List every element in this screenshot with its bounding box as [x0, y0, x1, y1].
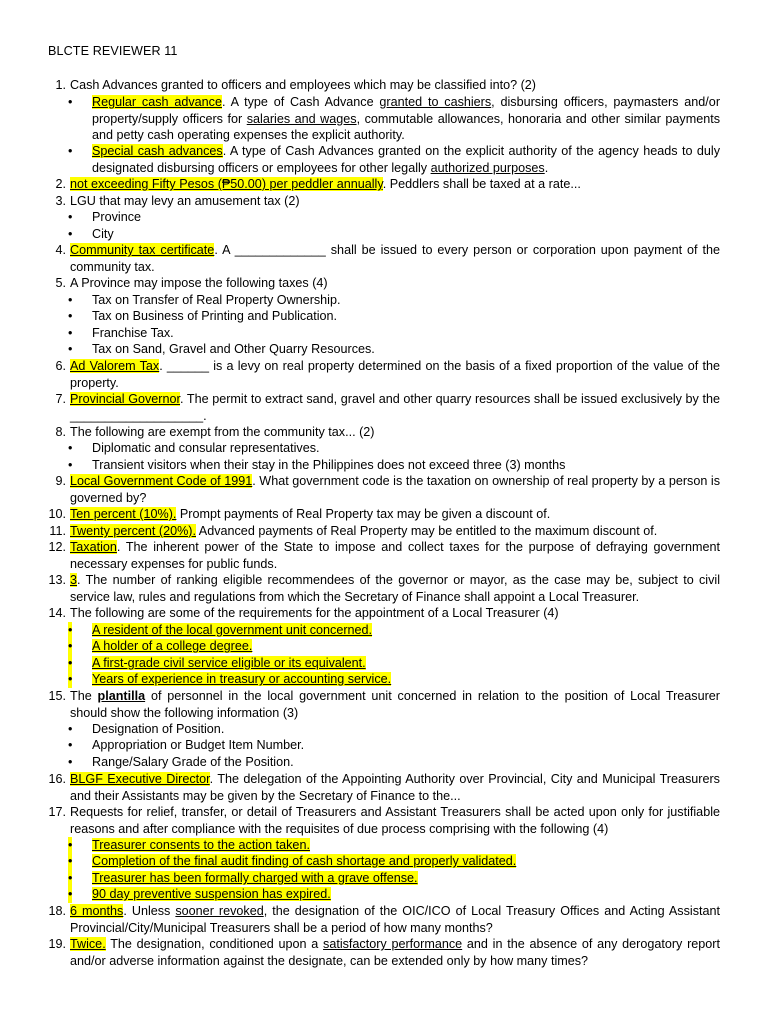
bullet-text: Range/Salary Grade of the Position. — [92, 755, 294, 769]
bullet-text: Tax on Sand, Gravel and Other Quarry Resources. — [92, 342, 375, 356]
text-run: , the designation of the OIC/ICO of Local Treasury Offices and Acting Assistant Provincial/City/Municipal Treasurers shall be a period of how many months? — [70, 904, 720, 935]
question-number: 8. — [55, 425, 66, 439]
bullet-text: Province — [92, 210, 141, 224]
answer-highlight: Treasurer has been formally charged with a grave offense. — [92, 871, 418, 885]
bullet-icon: • — [68, 458, 73, 472]
answer-highlight: Ten percent (10%). — [70, 507, 177, 521]
bullet-text — [92, 655, 720, 672]
answer-highlight: A first-grade civil service eligible or its equivalent. — [92, 656, 366, 670]
text-run: . A type of Cash Advances granted on the explicit authority of the agency heads to duly designated disbursing officers or employees for other legally — [92, 144, 720, 175]
question-text: Requests for relief, transfer, or detail of Treasurers and Assistant Treasurers shall be acted upon only for justifiable reasons and after compliance with the requisites of due process comprising with the following (4) — [70, 805, 720, 836]
answer-highlight: A holder of a college degree. — [92, 639, 253, 653]
answer-highlight: 6 months — [70, 904, 124, 918]
text-run: . The delegation of the Appointing Authority over Provincial, City and Municipal Treasurers and their Assistants may be given by the Secretary of Finance to the... — [70, 772, 720, 803]
bullet-icon: • — [68, 755, 73, 769]
bullet-icon: • — [68, 623, 73, 637]
answer-highlight: Provincial Governor — [70, 392, 181, 406]
text-run: . ______ is a levy on real property determined on the basis of a fixed proportion of the value of the property. — [70, 359, 720, 390]
underlined-text: sooner revoked — [175, 904, 264, 918]
text-run: . The number of ranking eligible recommendees of the governor or mayor, as the case may be, subject to civil service law, rules and regulations from which the Secretary of Finance shall appoint a Local Treasurer. — [70, 573, 720, 604]
question-text — [70, 771, 720, 804]
text-run: . The permit to extract sand, gravel and other quarry resources shall be issued exclusively by the ___________________. — [70, 392, 720, 423]
answer-highlight: not exceeding Fifty Pesos (₱50.00) per peddler annually — [70, 177, 383, 191]
bullet-text: Appropriation or Budget Item Number. — [92, 738, 305, 752]
bullet-text — [92, 870, 720, 887]
answer-highlight: Twenty percent (20%). — [70, 524, 196, 538]
answer-highlight: 3 — [70, 573, 78, 587]
question-number: 9. — [55, 474, 66, 488]
question-number: 6. — [55, 359, 66, 373]
bullet-icon: • — [68, 293, 73, 307]
answer-highlight: Community tax certificate — [70, 243, 215, 257]
question-text — [70, 391, 720, 424]
question-text: The following are some of the requirements for the appointment of a Local Treasurer (4) — [70, 606, 559, 620]
question-text — [70, 523, 720, 540]
bullet-text — [92, 94, 720, 144]
question-number: 11. — [49, 524, 66, 538]
bullet-text: Tax on Business of Printing and Publication. — [92, 309, 338, 323]
question-number: 3. — [55, 194, 66, 208]
bullet-text — [92, 886, 720, 903]
answer-highlight: Twice. — [70, 937, 106, 951]
underlined-text: authorized purposes — [430, 160, 545, 175]
bullet-icon: • — [68, 342, 73, 356]
bullet-text — [92, 671, 720, 688]
question-number: 2. — [55, 177, 66, 191]
text-run: . — [544, 160, 549, 175]
question-text: A Province may impose the following taxes (4) — [70, 276, 328, 290]
bullet-icon: • — [68, 227, 73, 241]
text-run: . Peddlers shall be taxed at a rate... — [382, 177, 581, 191]
question-number: 13. — [48, 573, 66, 587]
bullet-icon: • — [68, 672, 73, 686]
question-number: 14. — [48, 606, 66, 620]
text-run: , disbursing officers, paymasters and/or property/supply officers for — [92, 95, 721, 126]
bullet-text — [92, 638, 720, 655]
question-number: 7. — [55, 392, 66, 406]
bullet-icon: • — [68, 722, 73, 736]
question-text — [70, 358, 720, 391]
answer-highlight: BLGF Executive Director — [70, 772, 210, 786]
answer-highlight: Special cash advances — [92, 144, 223, 158]
answer-highlight: Regular cash advance — [92, 95, 222, 109]
answer-highlight: Ad Valorem Tax — [70, 359, 160, 373]
bullet-text — [92, 143, 720, 176]
bullet-icon: • — [68, 854, 73, 868]
bullet-icon: • — [68, 838, 73, 852]
bullet-text: City — [92, 227, 114, 241]
question-text: Cash Advances granted to officers and employees which may be classified into? (2) — [70, 78, 536, 92]
question-text — [70, 242, 720, 275]
bullet-text — [92, 622, 720, 639]
question-text — [70, 903, 720, 936]
question-number: 10. — [48, 507, 66, 521]
bullet-text — [92, 837, 720, 854]
underlined-text: salaries and wages — [246, 111, 357, 126]
question-number: 12. — [48, 540, 66, 554]
question-number: 15. — [48, 689, 66, 703]
question-number: 1. — [55, 78, 66, 92]
bullet-text: Transient visitors when their stay in the Philippines does not exceed three (3) months — [92, 458, 566, 472]
question-text — [70, 688, 720, 721]
bullet-text: Diplomatic and consular representatives. — [92, 441, 320, 455]
bullet-icon: • — [68, 309, 73, 323]
question-number: 19. — [48, 937, 66, 951]
bullet-icon: • — [68, 144, 73, 158]
text-run: of personnel in the local government unit concerned in relation to the position of Local Treasurer should show the following information (3) — [70, 689, 720, 720]
bullet-icon: • — [68, 639, 73, 653]
text-run: , commutable allowances, honoraria and other similar payments and petty cash operating expenses the explicit authority. — [92, 111, 721, 142]
underlined-text: granted to cashiers — [379, 95, 492, 109]
bullet-icon: • — [68, 656, 73, 670]
bullet-text — [92, 853, 720, 870]
answer-highlight: Local Government Code of 1991 — [70, 474, 253, 488]
question-number: 5. — [55, 276, 66, 290]
question-number: 17. — [48, 805, 66, 819]
bullet-text: Designation of Position. — [92, 722, 225, 736]
question-text: LGU that may levy an amusement tax (2) — [70, 194, 300, 208]
bullet-icon: • — [68, 441, 73, 455]
bullet-icon: • — [68, 871, 73, 885]
bullet-icon: • — [68, 210, 73, 224]
text-run: . A _____________ shall be issued to every person or corporation upon payment of the community tax. — [70, 243, 721, 274]
question-text — [70, 506, 720, 523]
answer-highlight: Completion of the final audit finding of cash shortage and properly validated. — [92, 854, 517, 868]
bullet-icon: • — [68, 887, 73, 901]
question-text — [70, 473, 720, 506]
text-run: The designation, conditioned upon a — [105, 937, 324, 951]
text-run: The — [70, 689, 98, 703]
answer-highlight: 90 day preventive suspension has expired. — [92, 887, 331, 901]
underlined-text: satisfactory performance — [323, 937, 463, 951]
text-run: Advanced payments of Real Property may be entitled to the maximum discount of. — [196, 524, 658, 538]
answer-highlight: A resident of the local government unit concerned. — [92, 623, 373, 637]
bullet-text: Tax on Transfer of Real Property Ownership. — [92, 293, 341, 307]
text-run: and in the absence of any derogatory report and/or adverse information against the designate, can be extended only by how many times? — [70, 937, 721, 968]
question-number: 4. — [55, 243, 66, 257]
question-number: 18. — [48, 904, 66, 918]
question-text — [70, 176, 720, 193]
text-run: . What government code is the taxation on ownership of real property by a person is governed by? — [70, 474, 720, 505]
question-text — [70, 572, 720, 605]
bullet-icon: • — [68, 95, 73, 109]
bullet-icon: • — [68, 326, 73, 340]
question-text — [70, 539, 720, 572]
question-number: 16. — [48, 772, 66, 786]
bullet-text: Franchise Tax. — [92, 326, 174, 340]
text-run: . Unless — [123, 904, 176, 918]
question-text: The following are exempt from the community tax... (2) — [70, 425, 375, 439]
answer-highlight: Years of experience in treasury or accounting service. — [92, 672, 392, 686]
bold-term: plantilla — [97, 689, 146, 703]
answer-highlight: Taxation — [70, 540, 117, 554]
text-run: . A type of Cash Advance — [221, 95, 380, 109]
document-title: BLCTE REVIEWER 11 — [48, 44, 178, 58]
question-text — [70, 936, 720, 969]
bullet-icon: • — [68, 738, 73, 752]
answer-highlight: Treasurer consents to the action taken. — [92, 838, 310, 852]
text-run: . The inherent power of the State to impose and collect taxes for the purpose of defraying government necessary expenses for public funds. — [70, 540, 720, 571]
text-run: Prompt payments of Real Property tax may be given a discount of. — [176, 507, 551, 521]
